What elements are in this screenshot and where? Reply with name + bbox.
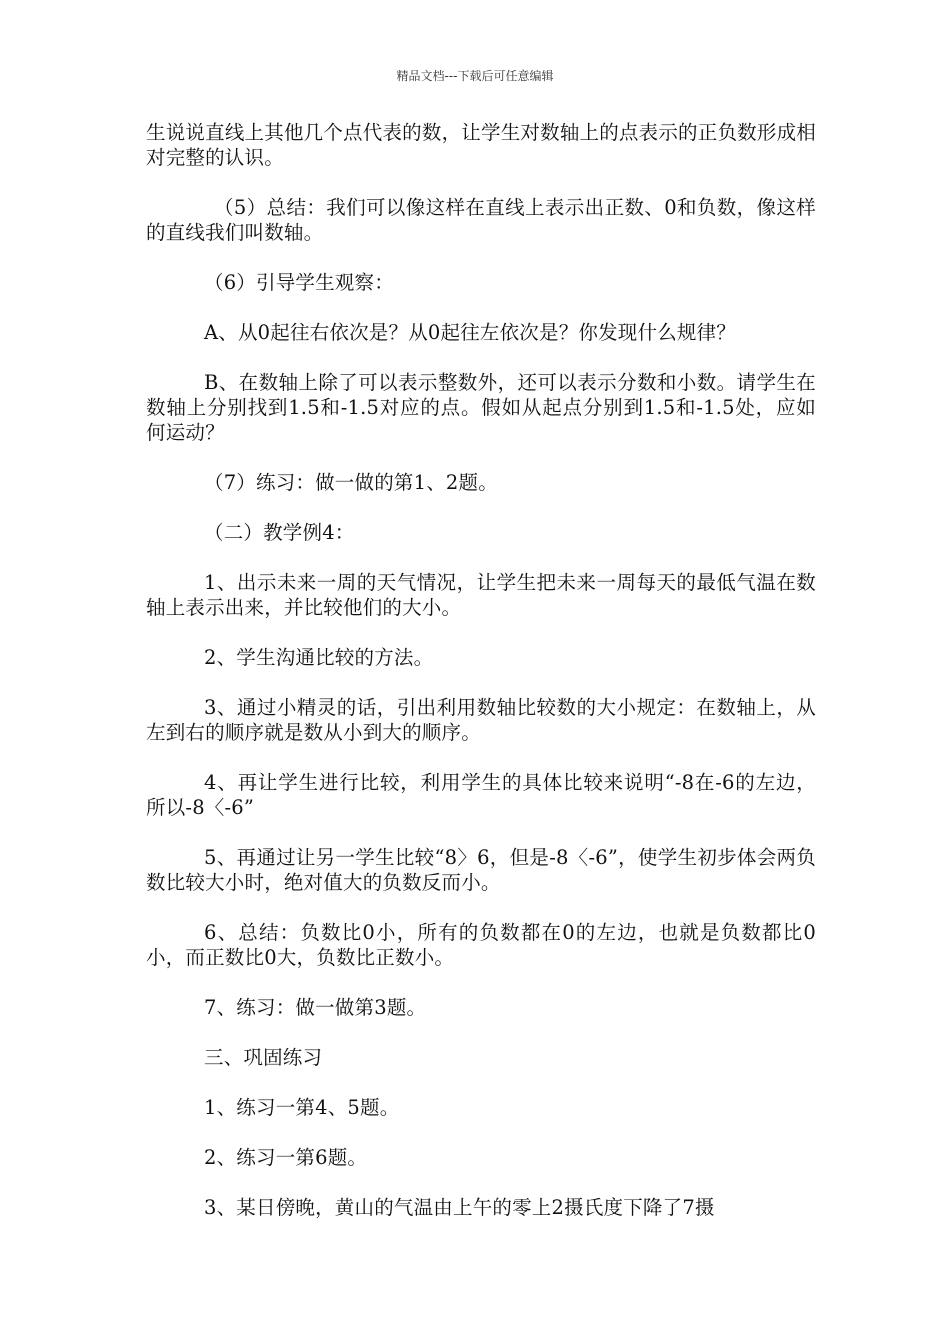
paragraph: 2、学生沟通比较的方法。	[204, 646, 434, 669]
paragraph: 6、总结：负数比0小，所有的负数都在0的左边，也就是负数都比0小，而正数比0大，负数比正数小。	[146, 921, 816, 969]
paragraph: 1、练习一第4、5题。	[204, 1096, 400, 1119]
page-header: 精品文档---下载后可任意编辑	[396, 69, 554, 83]
paragraph: 7、练习：做一做第3题。	[204, 996, 427, 1019]
paragraph: 5、再通过让另一学生比较“8〉6，但是-8〈-6”，使学生初步体会两负数比较大小时，绝对值大的负数反而小。	[146, 846, 816, 894]
paragraph: A、从0起往右依次是？从0起往左依次是？你发现什么规律？	[204, 321, 736, 344]
paragraph: 三、巩固练习	[204, 1046, 323, 1069]
paragraph: 生说说直线上其他几个点代表的数，让学生对数轴上的点表示的正负数形成相对完整的认识。	[146, 121, 816, 169]
paragraph: （5）总结：我们可以像这样在直线上表示出正数、0和负数，像这样的直线我们叫数轴。	[146, 196, 816, 244]
paragraph: （6）引导学生观察：	[204, 271, 394, 294]
paragraph: 2、练习一第6题。	[204, 1146, 368, 1169]
paragraph: （二）教学例4：	[204, 521, 355, 544]
paragraph: 4、再让学生进行比较，利用学生的具体比较来说明“-8在-6的左边，所以-8〈-6”	[146, 771, 816, 819]
paragraph: 1、出示未来一周的天气情况，让学生把未来一周每天的最低气温在数轴上表示出来，并比较他们的大小。	[146, 571, 816, 619]
document-body	[146, 120, 816, 1245]
paragraph: （7）练习：做一做的第1、2题。	[204, 471, 498, 494]
paragraph: 3、某日傍晚，黄山的气温由上午的零上2摄氏度下降了7摄	[204, 1196, 715, 1219]
paragraph: 3、通过小精灵的话，引出利用数轴比较数的大小规定：在数轴上，从左到右的顺序就是数从小到大的顺序。	[146, 696, 816, 744]
paragraph: B、在数轴上除了可以表示整数外，还可以表示分数和小数。请学生在数轴上分别找到1.5和-1.5对应的点。假如从起点分别到1.5和-1.5处，应如何运动？	[146, 371, 816, 444]
